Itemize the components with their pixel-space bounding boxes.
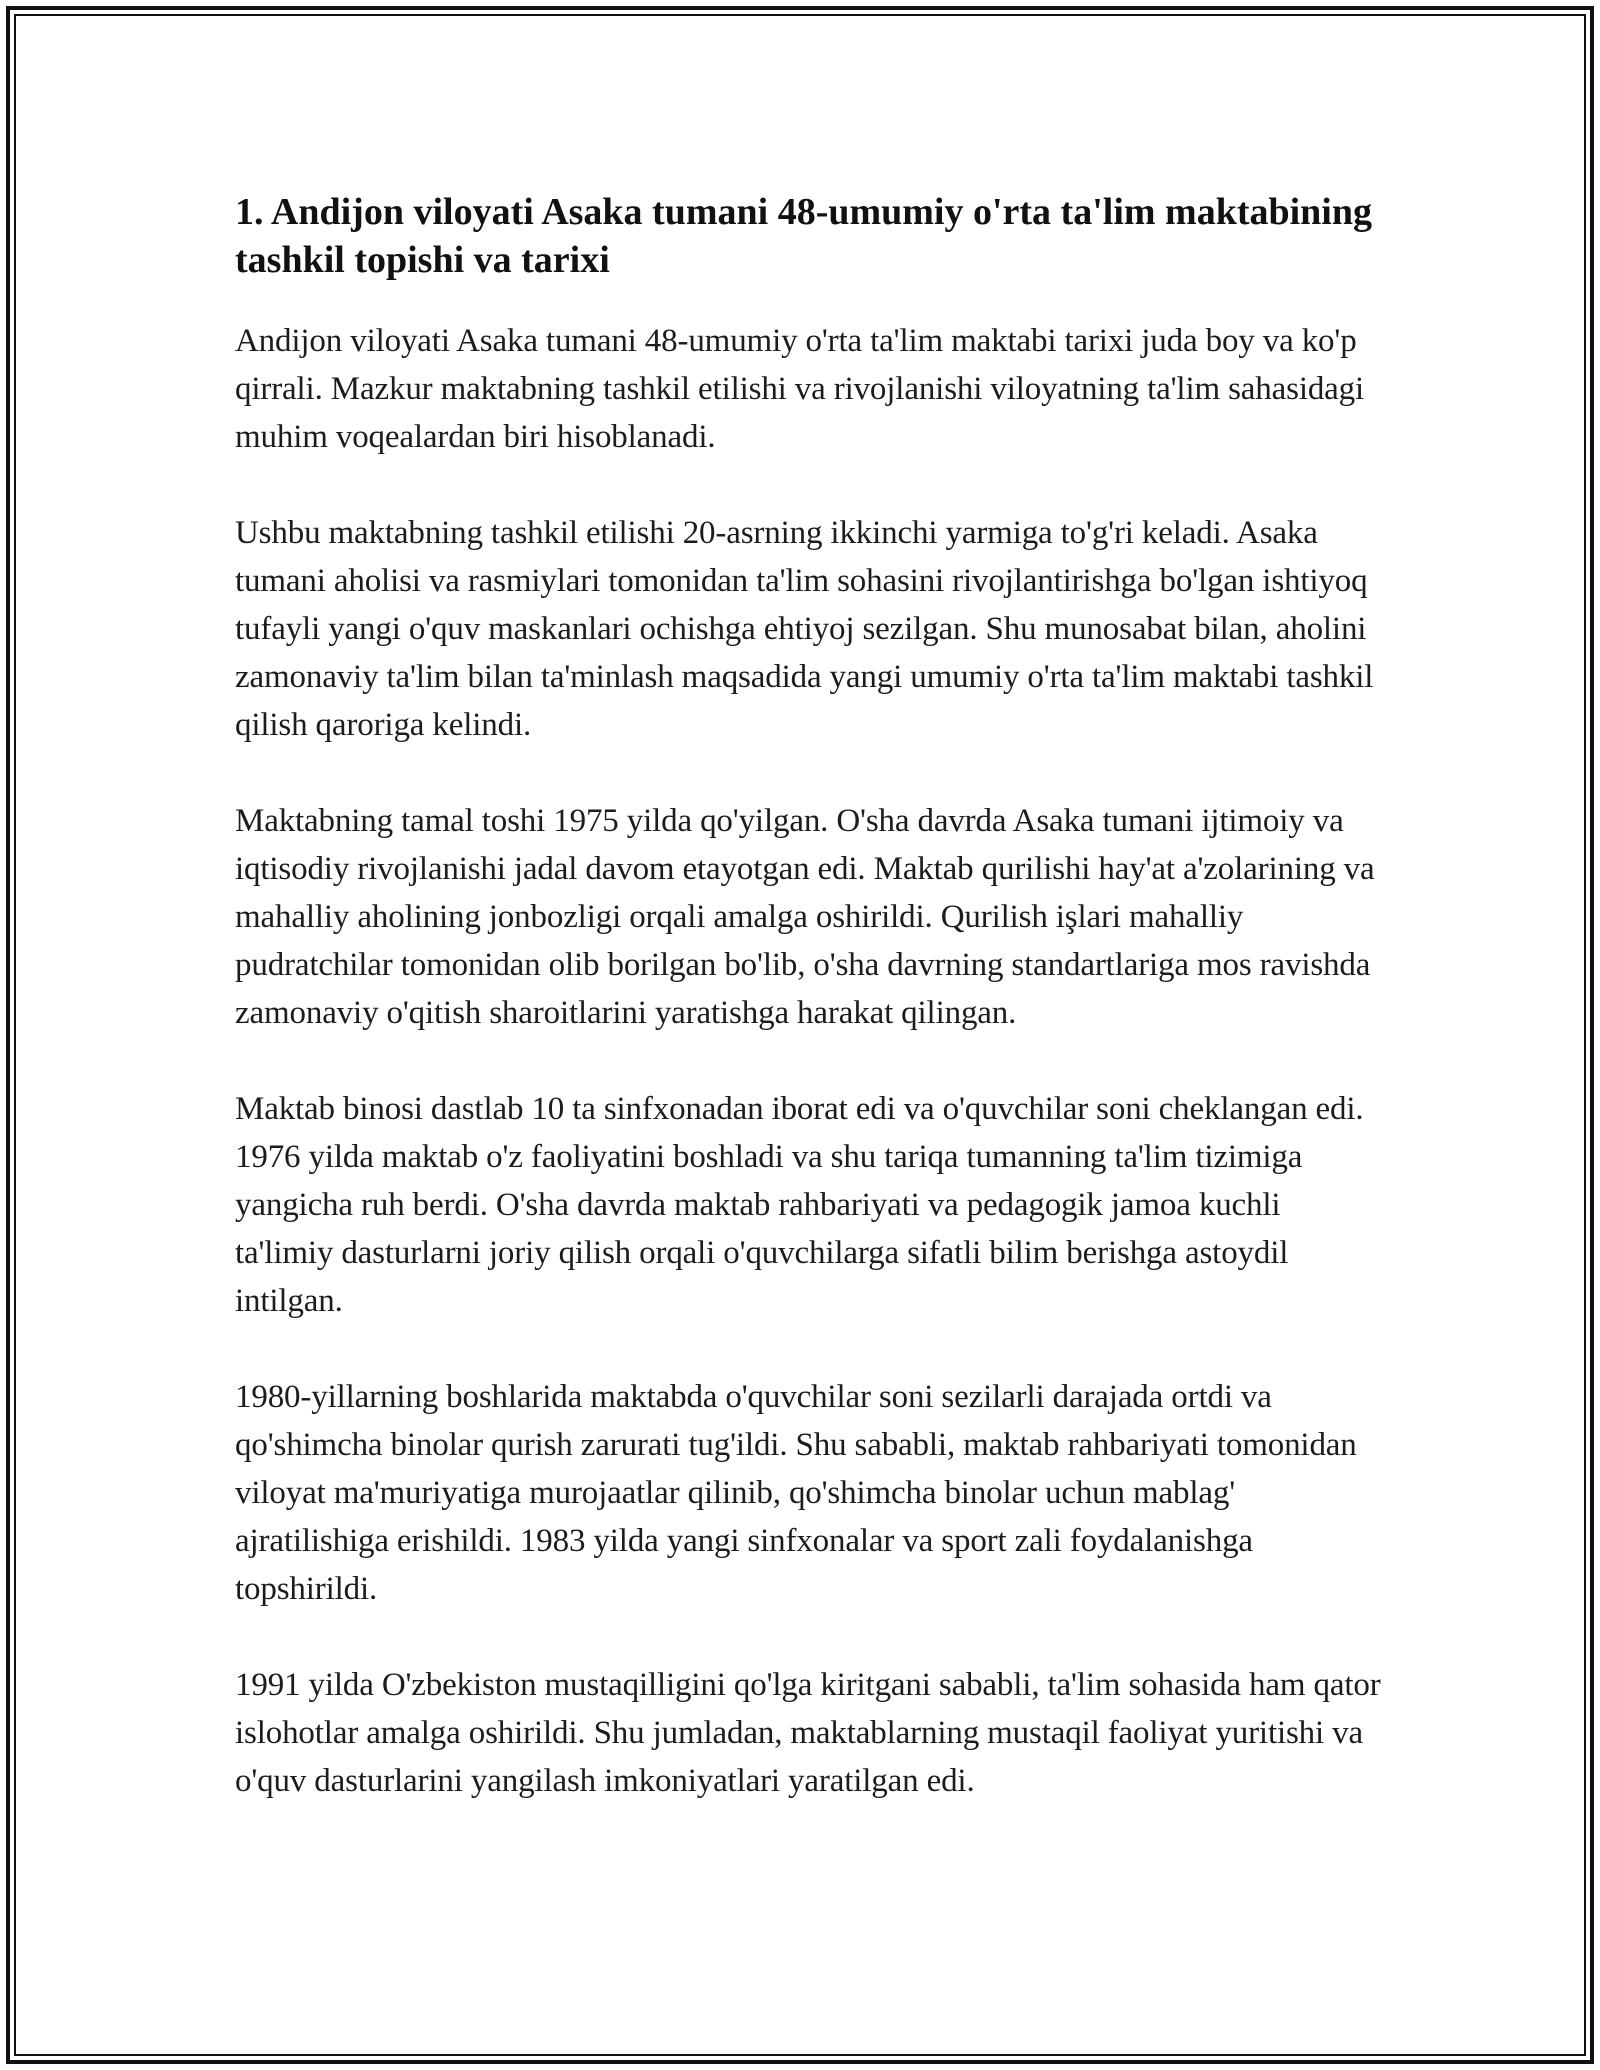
paragraph-1: Andijon viloyati Asaka tumani 48-umumiy o'rta ta'lim maktabi tarixi juda boy va ko'p qirrali. Mazkur maktabning tashkil etilishi va rivojlanishi viloyatning ta'lim sahasidagi muhim voqealardan biri hisoblanadi. xyxy=(235,323,1365,455)
paragraph-2: Ushbu maktabning tashkil etilishi 20-asrning ikkinchi yarmiga to'g'ri keladi. Asaka tumani aholisi va rasmiylari tomonidan ta'lim sohasini rivojlantirishga bo'lgan ishtiyoq tufayli yangi o'quv maskanlari ochishga ehtiyoj sezilgan. Shu munosabat bilan, aholini zamonaviy ta'lim bilan ta'minlash maqsadida yangi umumiy o'rta ta'lim maktabi tashkil qilish qaroriga kelindi. xyxy=(235,515,1374,743)
section-title: 1. Andijon viloyati Asaka tumani 48-umumiy o'rta ta'lim maktabining tashkil topishi va tarixi xyxy=(235,191,1372,281)
paragraph-6: 1991 yilda O'zbekiston mustaqilligini qo'lga kiritgani sababli, ta'lim sohasida ham qator islohotlar amalga oshirildi. Shu jumladan, maktablarning mustaqil faoliyat yuritishi va o'quv dasturlarini yangilash imkoniyatlari yaratilgan edi. xyxy=(235,1667,1381,1799)
paragraph-5: 1980-yillarning boshlarida maktabda o'quvchilar soni sezilarli darajada ortdi va qo'shimcha binolar qurish zarurati tug'ildi. Shu sababli, maktab rahbariyati tomonidan viloyat ma'muriyatiga murojaatlar qilinib, qo'shimcha binolar uchun mablag' ajratilishiga erishildi. 1983 yilda yangi sinfxonalar va sport zali foydalanishga topshirildi. xyxy=(235,1379,1357,1607)
paragraph-3: Maktabning tamal toshi 1975 yilda qo'yilgan. O'sha davrda Asaka tumani ijtimoiy va iqtisodiy rivojlanishi jadal davom etayotgan edi. Maktab qurilishi hay'at a'zolarining va mahalliy aholining jonbozligi orqali amalga oshirildi. Qurilish işlari mahalliy pudratchilar tomonidan olib borilgan bo'lib, o'sha davrning standartlariga mos ravishda zamonaviy o'qitish sharoitlarini yaratishga harakat qilingan. xyxy=(235,803,1375,1031)
paragraph-4: Maktab binosi dastlab 10 ta sinfxonadan iborat edi va o'quvchilar soni cheklangan edi. 1976 yilda maktab o'z faoliyatini boshladi va shu tariqa tumanning ta'lim tizimiga yangicha ruh berdi. O'sha davrda maktab rahbariyati va pedagogik jamoa kuchli ta'limiy dasturlarni joriy qilish orqali o'quvchilarga sifatli bilim berishga astoydil intilgan. xyxy=(235,1091,1364,1319)
document-body xyxy=(235,188,1385,1853)
